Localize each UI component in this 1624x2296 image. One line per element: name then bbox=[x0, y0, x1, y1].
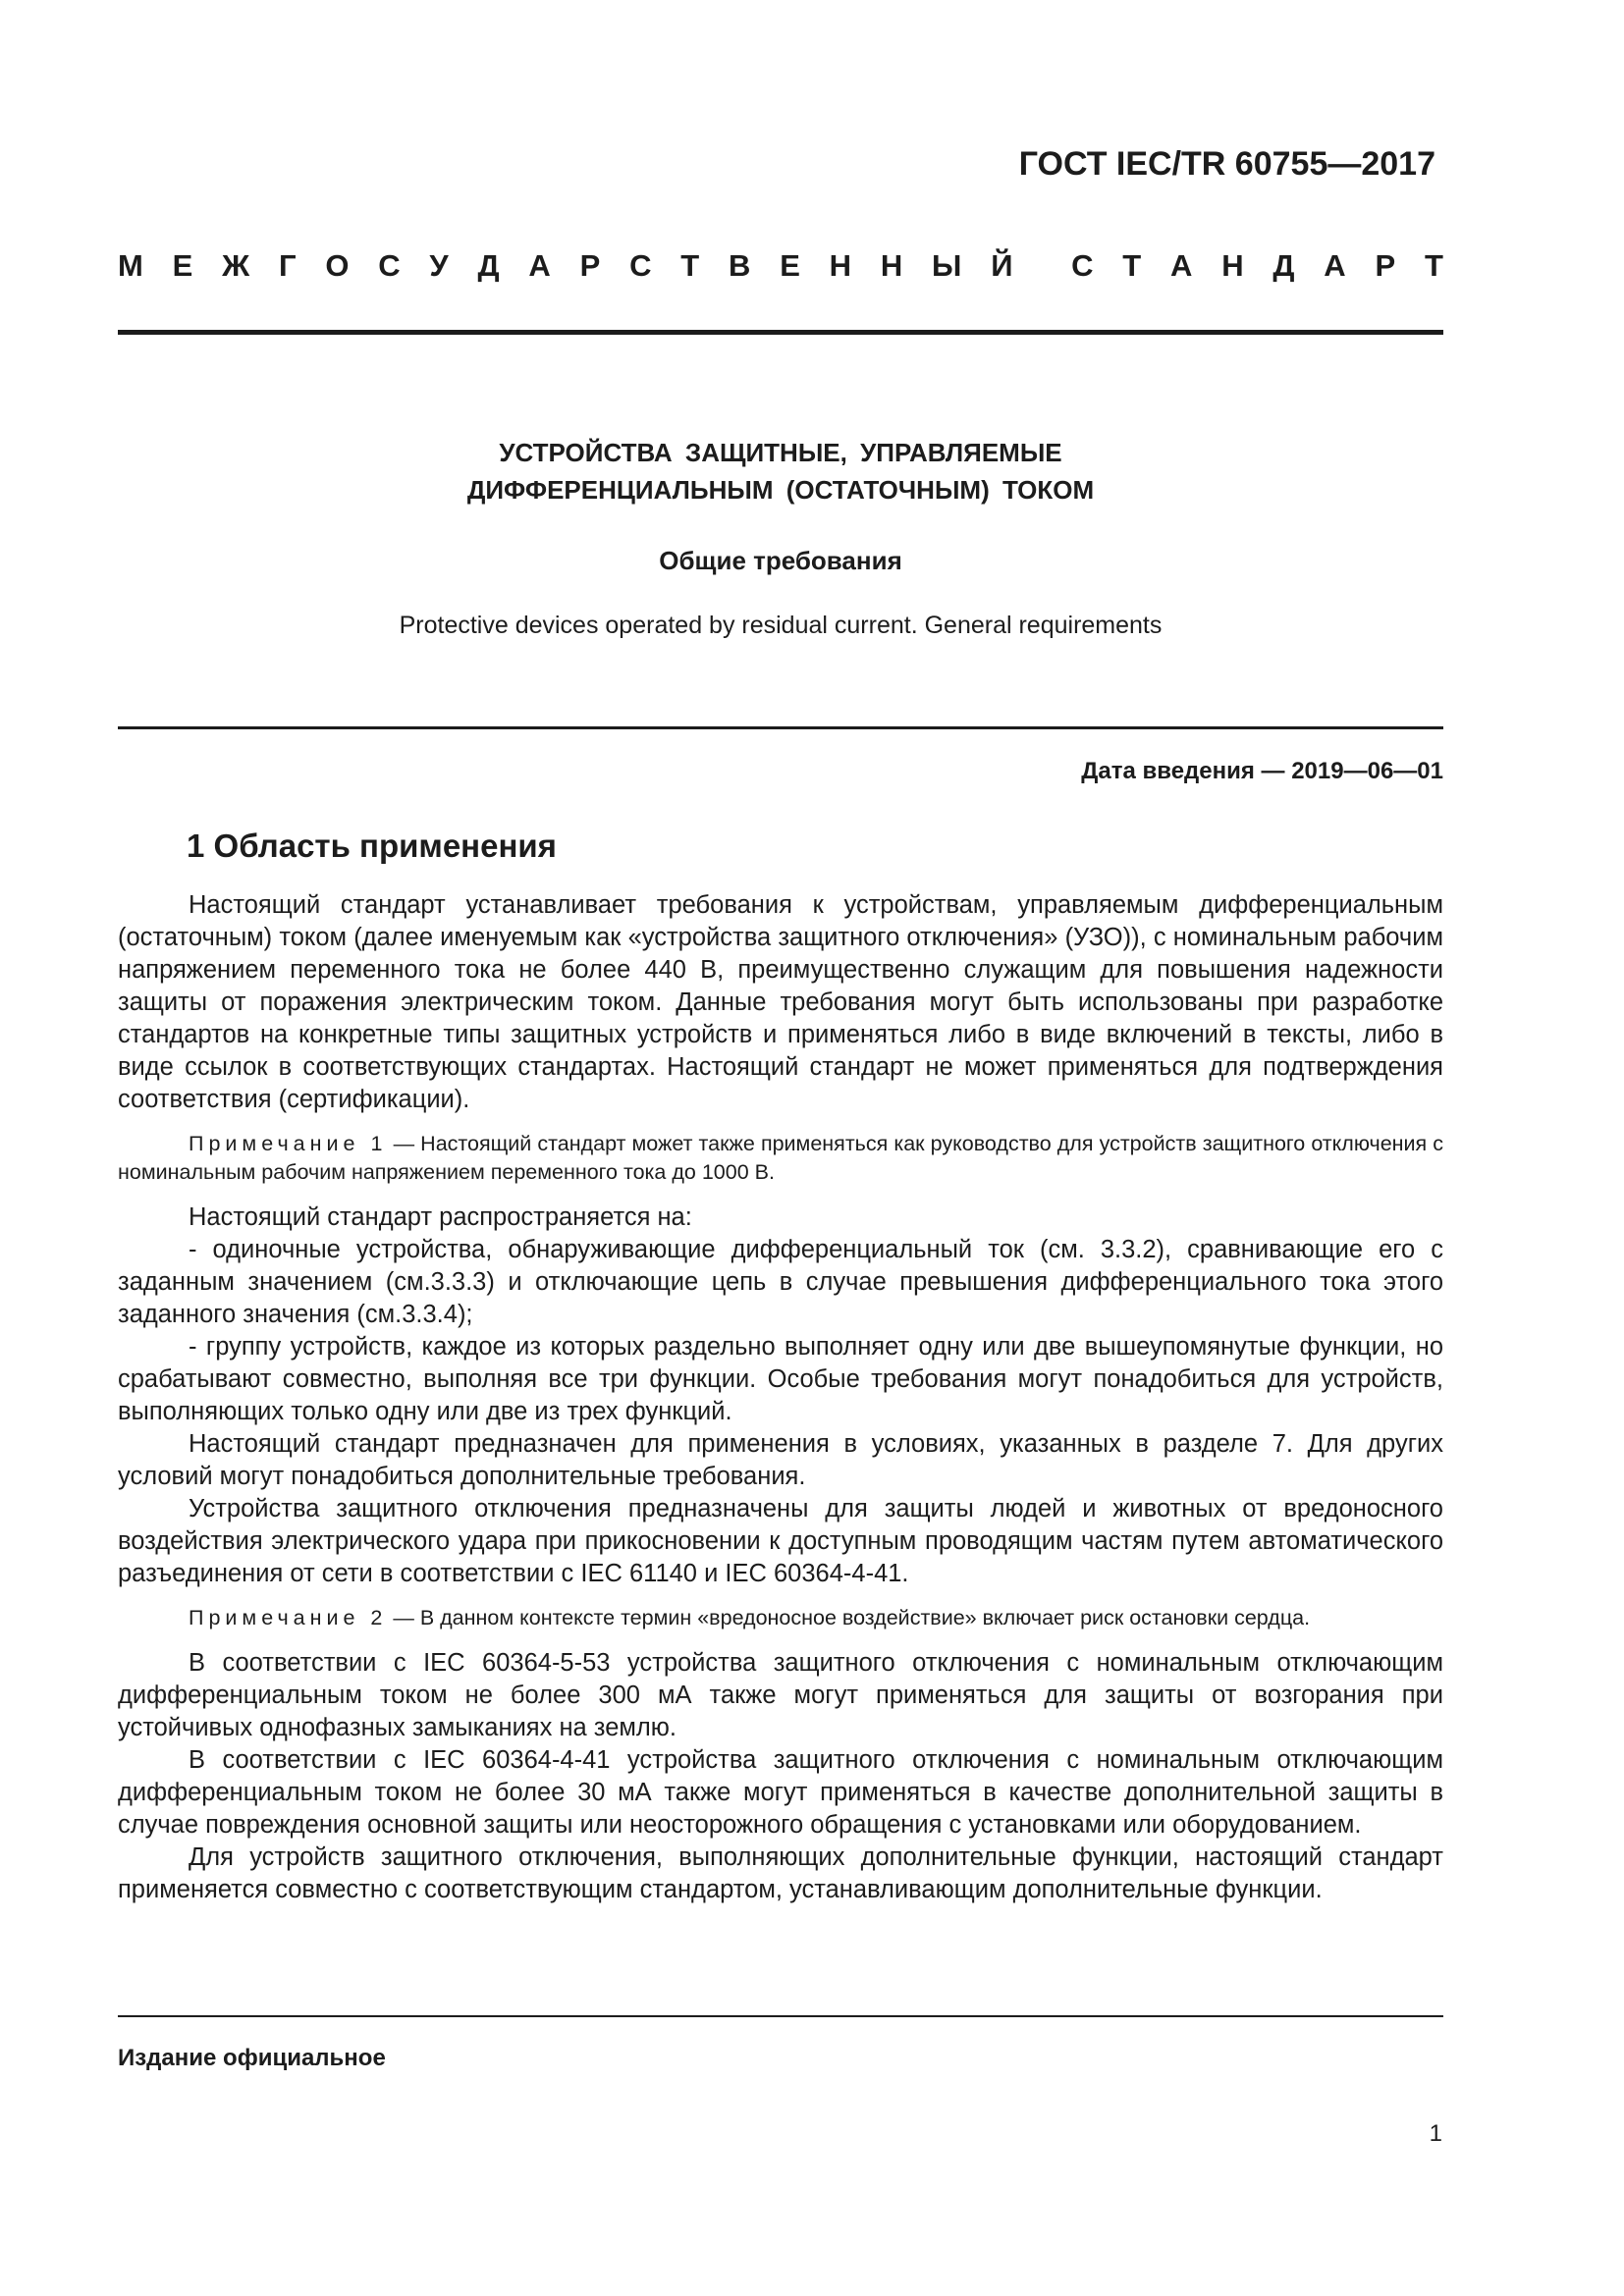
section-title: 1 Область применения bbox=[187, 828, 557, 864]
title-block bbox=[118, 434, 1443, 640]
header-letter: Ж bbox=[222, 248, 250, 283]
title-line-1: УСТРОЙСТВА ЗАЩИТНЫЕ, УПРАВЛЯЕМЫЕ bbox=[499, 438, 1062, 467]
title-divider bbox=[118, 726, 1443, 729]
header-divider bbox=[118, 330, 1443, 335]
header-letter: Е bbox=[780, 248, 800, 283]
paragraph: - группу устройств, каждое из которых раздельно выполняет одну или две вышеупомянутые функции, но срабатывают совместно, выполняя все три функции. Особые требования могут понадобиться для устройств, выполняющих только одну или две из трех функций. bbox=[118, 1333, 1443, 1425]
introduction-date: Дата введения — 2019—06—01 bbox=[1081, 758, 1443, 784]
note-label: Примечание 1 bbox=[189, 1132, 388, 1155]
header-letter: Д bbox=[1272, 248, 1295, 283]
header-letter: Г bbox=[278, 248, 297, 283]
title-line-2: ДИФФЕРЕНЦИАЛЬНЫМ (ОСТАТОЧНЫМ) ТОКОМ bbox=[466, 475, 1095, 505]
note-1 bbox=[118, 1130, 1443, 1187]
paragraph: - одиночные устройства, обнаруживающие дифференциальный ток (см. 3.3.2), сравнивающие его с заданным значением (см.3.3.3) и отключающие цепь в случае превышения дифференциального тока этого заданного значения (см.3.3.4); bbox=[118, 1236, 1443, 1328]
header-letter: Т bbox=[1424, 248, 1443, 283]
header-letter: Н bbox=[829, 248, 852, 283]
paragraph: В соответствии с IEC 60364-5-53 устройства защитного отключения с номинальным отключающим дифференциальным током не более 300 мА также могут применяться для защиты от возгорания при устойчивых однофазных замыканиях на землю. bbox=[118, 1649, 1443, 1741]
header-letter: Й bbox=[991, 248, 1013, 283]
header-letter: Е bbox=[172, 248, 193, 283]
header-letter: Н bbox=[880, 248, 903, 283]
interstate-standard-header bbox=[118, 248, 1443, 284]
paragraph: Устройства защитного отключения предназначены для защиты людей и животных от вредоносного воздействия электрического удара при прикосновении к доступным проводящим частям путем автоматического разъединения от сети в соответствии с IEC 61140 и IEC 60364-4-41. bbox=[118, 1495, 1443, 1587]
header-letter: С bbox=[1071, 248, 1094, 283]
header-letter: М bbox=[118, 248, 143, 283]
note-text: — Настоящий стандарт может также применяться как руководство для устройств защитного отключения с номинальным рабочим напряжением переменного тока до 1000 В. bbox=[118, 1132, 1444, 1184]
header-letter: Т bbox=[1122, 248, 1142, 283]
note-2 bbox=[118, 1604, 1443, 1632]
header-letter: С bbox=[378, 248, 401, 283]
header-letter: А bbox=[1170, 248, 1193, 283]
header-letter: Д bbox=[477, 248, 500, 283]
header-letter: Ы bbox=[932, 248, 962, 283]
header-letter: А bbox=[1324, 248, 1346, 283]
subtitle: Общие требования bbox=[659, 546, 902, 575]
note-text: — В данном контексте термин «вредоносное воздействие» включает риск остановки сердца. bbox=[387, 1606, 1311, 1629]
document-number: ГОСТ IEC/TR 60755—2017 bbox=[1018, 145, 1435, 183]
header-letter: А bbox=[528, 248, 551, 283]
paragraph: Настоящий стандарт устанавливает требования к устройствам, управляемым дифференциальным (остаточным) током (далее именуемым как «устройства защитного отключения» (УЗО)), с номинальным рабочим напряжением переменного тока не более 440 В, преимущественно служащим для повышения надежности защиты от поражения электрическим током. Данные требования могут быть использованы при разработке стандартов на конкретные типы защитных устройств и применяться либо в виде включений в тексты, либо в виде ссылок в соответствующих стандартах. Настоящий стандарт не может применяться для подтверждения соответствия (сертификации). bbox=[118, 891, 1443, 1113]
footer-divider bbox=[118, 2015, 1443, 2017]
header-letter: Р bbox=[1375, 248, 1396, 283]
paragraph: В соответствии с IEC 60364-4-41 устройства защитного отключения с номинальным отключающим дифференциальным током не более 30 мА также могут применяться в качестве дополнительной защиты в случае повреждения основной защиты или неосторожного обращения с установками или оборудованием. bbox=[118, 1746, 1443, 1839]
header-letter: С bbox=[629, 248, 652, 283]
header-letter: В bbox=[729, 248, 751, 283]
header-letter: У bbox=[429, 248, 449, 283]
header-letter: О bbox=[325, 248, 350, 283]
paragraph: Для устройств защитного отключения, выполняющих дополнительные функции, настоящий стандарт применяется совместно с соответствующим стандартом, устанавливающим дополнительные функции. bbox=[118, 1843, 1443, 1903]
header-letter: Т bbox=[680, 248, 700, 283]
section-body bbox=[118, 889, 1443, 1906]
header-letter: Р bbox=[579, 248, 601, 283]
paragraph: Настоящий стандарт распространяется на: bbox=[189, 1203, 692, 1231]
official-edition-label: Издание официальное bbox=[118, 2045, 386, 2071]
english-title: Protective devices operated by residual current. General requirements bbox=[399, 612, 1163, 639]
header-letter: Н bbox=[1221, 248, 1244, 283]
paragraph: Настоящий стандарт предназначен для применения в условиях, указанных в разделе 7. Для других условий могут понадобиться дополнительные требования. bbox=[118, 1430, 1443, 1490]
page-number: 1 bbox=[1429, 2120, 1442, 2147]
note-label: Примечание 2 bbox=[189, 1606, 388, 1629]
